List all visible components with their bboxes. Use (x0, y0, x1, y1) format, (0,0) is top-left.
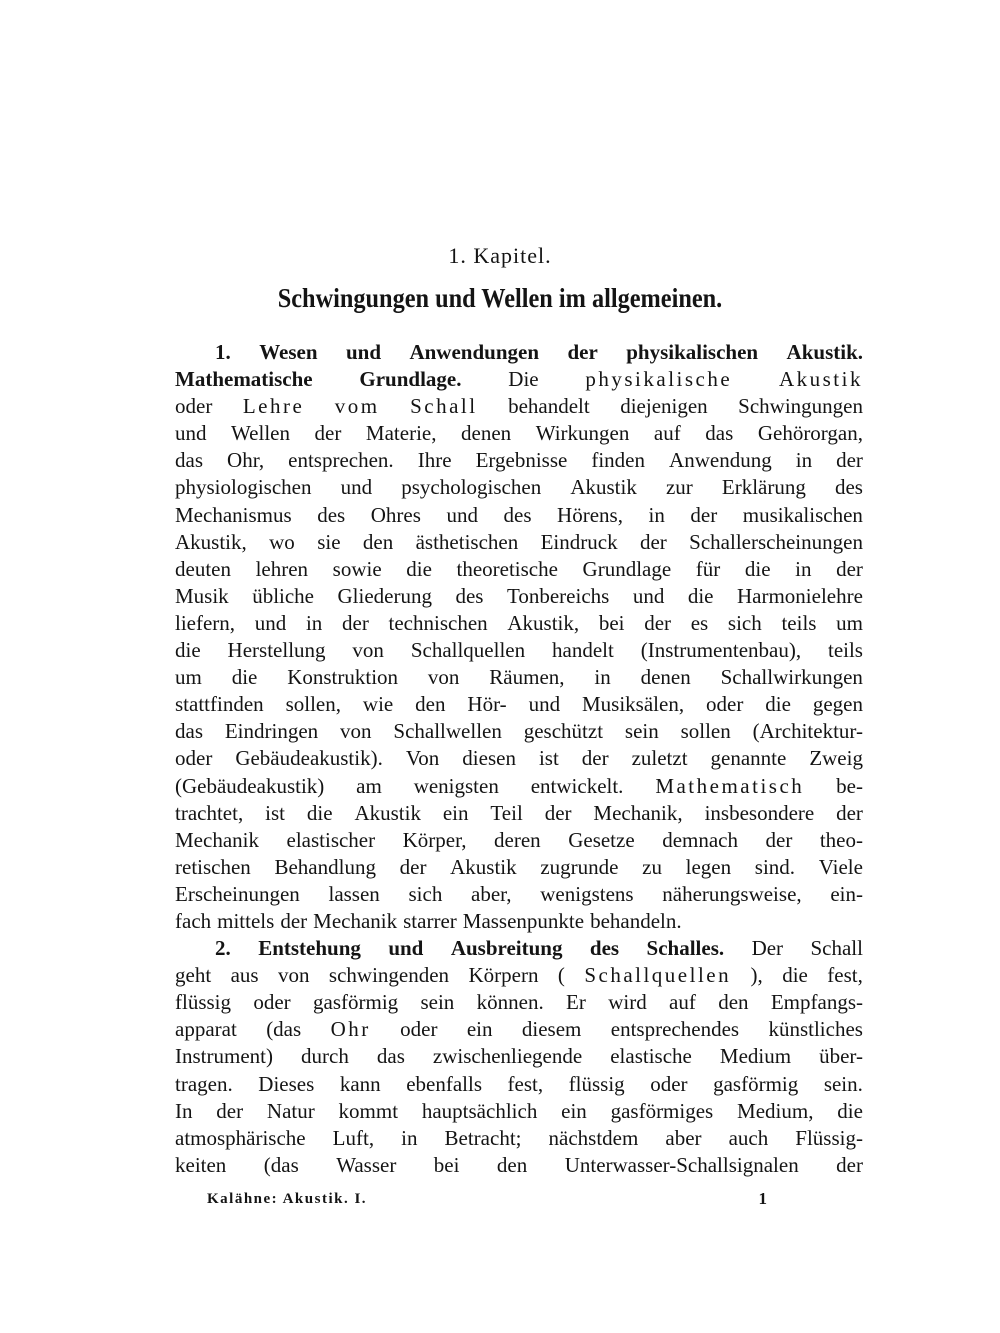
word: den (362, 529, 394, 554)
word: Teil (490, 800, 523, 825)
word: (Architektur- (752, 719, 863, 744)
word: (Gebäudeakustik) (175, 773, 325, 798)
word: theoretische (456, 556, 558, 581)
word: Schallwellen (393, 719, 502, 744)
word: zugrunde (540, 854, 619, 879)
word: bei (433, 1152, 460, 1177)
heading-word: Ausbreitung (450, 936, 563, 961)
word: und (340, 475, 373, 500)
word: die (406, 556, 432, 581)
heading-word: 2. (215, 936, 231, 961)
word: elastischer (286, 827, 376, 852)
word: Grundlage (582, 556, 672, 581)
word: in (594, 665, 611, 690)
word: der (644, 610, 672, 635)
word: Viele (818, 854, 863, 879)
text-line (175, 1152, 863, 1179)
word: des (503, 502, 532, 527)
word: und (446, 502, 478, 527)
word: atmosphärische (175, 1125, 306, 1150)
word: gasförmig (713, 1071, 799, 1096)
word: von (352, 638, 384, 663)
spaced-word: Lehre (242, 394, 305, 419)
word: Gebäudeakustik). (235, 746, 383, 771)
word: über- (819, 1044, 863, 1069)
word: ein (466, 1017, 493, 1042)
word: Betracht; (444, 1125, 522, 1150)
word: Hör- (467, 692, 507, 717)
word: Die (508, 367, 539, 392)
word: Massenpunkte (462, 908, 585, 933)
word: für (695, 556, 721, 581)
word: Akustik (570, 475, 637, 500)
word: Mechanik (313, 908, 398, 933)
word: der (836, 556, 863, 581)
heading-word: Akustik. (786, 340, 863, 364)
word: musikalischen (742, 502, 863, 527)
word: Flüssig- (795, 1125, 863, 1150)
word: zuletzt (631, 746, 688, 771)
word: diesen (462, 746, 516, 771)
text-line (175, 420, 863, 447)
word: insbesondere (704, 800, 815, 825)
text-line (175, 366, 863, 393)
word: Räumen, (489, 665, 565, 690)
text-line (175, 989, 863, 1016)
word: retischen (175, 854, 251, 879)
word: oder (650, 1071, 688, 1096)
word: Ergebnisse (475, 448, 568, 473)
heading-word: Anwendungen (409, 340, 540, 364)
word: technischen (388, 610, 488, 635)
word: (das (263, 1152, 299, 1177)
word: Von (405, 746, 440, 771)
word: Akustik, (175, 529, 247, 554)
word: nächstdem (548, 1125, 639, 1150)
word: sie (317, 529, 341, 554)
word: der (639, 529, 667, 554)
word: der (836, 448, 863, 473)
word: sind. (754, 854, 796, 879)
word: um (175, 665, 202, 690)
word: ein (442, 800, 469, 825)
text-line (175, 447, 863, 474)
word: sowie (332, 556, 382, 581)
spaced-word: Ohr (330, 1017, 371, 1042)
word: des (834, 475, 863, 500)
word: ), (750, 963, 763, 988)
word: Der (751, 936, 784, 961)
text-line (175, 800, 863, 827)
word: fest, (507, 1071, 544, 1096)
word: oder (175, 394, 213, 419)
text-line (175, 881, 863, 908)
word: Empfangs- (770, 990, 863, 1015)
word: den (415, 692, 446, 717)
word: deuten (175, 556, 231, 581)
word: Eindringen (224, 719, 319, 744)
word: lehren (255, 556, 309, 581)
word: Gliederung (337, 583, 432, 608)
spaced-word: Mathematisch (655, 773, 805, 798)
word: sich (727, 610, 762, 635)
word: auch (728, 1125, 769, 1150)
word: apparat (175, 1017, 237, 1042)
text-line (175, 1125, 863, 1152)
word: behandelt (508, 394, 590, 419)
text-line (175, 583, 863, 610)
text-line (175, 610, 863, 637)
word: der (314, 421, 342, 446)
text-line (175, 1098, 863, 1125)
word: von (278, 963, 310, 988)
heading-word: Wesen (259, 340, 318, 364)
word: Akustik, (507, 610, 580, 635)
word: ebenfalls (406, 1071, 482, 1096)
word: Schallquellen (410, 638, 526, 663)
word: ein (561, 1098, 587, 1123)
text-line (175, 339, 863, 366)
word: Gesetze (568, 827, 635, 852)
word: flüssig (568, 1071, 625, 1096)
text-line (175, 393, 863, 420)
word: wenigstens (540, 881, 634, 906)
word: wenigsten (413, 773, 499, 798)
word: Ohres (370, 502, 421, 527)
word: teils (781, 610, 817, 635)
word: Materie, (365, 421, 437, 446)
word: sollen (680, 719, 731, 744)
word: der (581, 746, 609, 771)
word: Schallerscheinungen (689, 529, 863, 554)
word: Zweig (809, 746, 863, 771)
word: wo (269, 529, 295, 554)
word: kann (339, 1071, 381, 1096)
word: schwingenden (328, 963, 450, 988)
word: Schallwirkungen (720, 665, 863, 690)
word: ( (557, 963, 565, 988)
word: von (340, 719, 372, 744)
text-line (175, 529, 863, 556)
word: Akustik (450, 854, 517, 879)
text-line (175, 691, 863, 718)
word: in (401, 1125, 418, 1150)
word: sein (420, 990, 455, 1015)
word: der (836, 1152, 863, 1177)
word: Wellen (231, 421, 290, 446)
word: die (175, 638, 201, 663)
word: des (455, 583, 484, 608)
word: entsprechendes (610, 1017, 740, 1042)
word: oder (400, 1017, 438, 1042)
word: den (496, 1152, 528, 1177)
word: und (175, 421, 207, 446)
word: Er (566, 990, 586, 1015)
word: Ohr, (227, 448, 265, 473)
word: übliche (252, 583, 314, 608)
word: teils (827, 638, 863, 663)
heading-word: und (345, 340, 382, 364)
word: stattfinden (175, 692, 264, 717)
word: das (175, 448, 203, 473)
word: hauptsächlich (421, 1098, 538, 1123)
word: die (837, 1098, 863, 1123)
word: Medium, (737, 1098, 814, 1123)
word: der (765, 827, 793, 852)
word: auf (653, 421, 681, 446)
word: am (356, 773, 382, 798)
word: durch (301, 1044, 349, 1069)
word: können. (476, 990, 544, 1015)
word: Musik (175, 583, 229, 608)
word: ästhetischen (415, 529, 519, 554)
word: der (544, 800, 572, 825)
body-text (175, 339, 863, 1179)
word: gegen (812, 692, 863, 717)
word: Instrument) (175, 1044, 273, 1069)
word: die (306, 800, 333, 825)
word: Wirkungen (535, 421, 630, 446)
word: denen (461, 421, 512, 446)
spaced-word: Schallquellen (584, 963, 732, 988)
word: Unterwasser-Schallsignalen (564, 1152, 799, 1177)
text-line (175, 1043, 863, 1070)
spaced-word: vom (334, 394, 380, 419)
page-footer (207, 1191, 767, 1217)
word: tragen. (175, 1071, 233, 1096)
text-line (175, 908, 863, 935)
text-line (175, 1071, 863, 1098)
word: Luft, (332, 1125, 375, 1150)
word: Musiksälen, (582, 692, 685, 717)
word: genannte (710, 746, 787, 771)
word: Herstellung (227, 638, 326, 663)
word: ein- (830, 881, 863, 906)
word: lassen (328, 881, 380, 906)
word: sein. (823, 1071, 863, 1096)
word: In (175, 1098, 193, 1123)
word: der (342, 610, 369, 635)
heading-word: des (589, 936, 620, 961)
chapter-number: 1. Kapitel. (448, 243, 552, 268)
word: liefern, (175, 610, 236, 635)
word: in (648, 502, 665, 527)
spaced-word: Schall (410, 394, 478, 419)
word: geschützt (523, 719, 604, 744)
word: (Instrumentenbau), (640, 638, 802, 663)
heading-word: und (388, 936, 424, 961)
word: Hörens, (557, 502, 623, 527)
text-line (175, 1016, 863, 1043)
word: aber, (471, 881, 512, 906)
word: flüssig (175, 990, 232, 1015)
word: Akustik (354, 800, 421, 825)
heading-word: physikalischen (626, 340, 759, 364)
word: (das (266, 1017, 302, 1042)
word: diejenigen (620, 394, 708, 419)
word: Wasser (336, 1152, 397, 1177)
word: entwickelt. (530, 773, 624, 798)
heading-word: Grundlage. (359, 367, 462, 392)
text-line (175, 745, 863, 772)
word: entsprechen. (288, 448, 394, 473)
word: Erklärung (721, 475, 806, 500)
word: Tonbereichs (506, 583, 610, 608)
word: in (305, 610, 323, 635)
word: künstliches (768, 1017, 863, 1042)
word: behandeln. (590, 908, 682, 933)
spaced-word: Akustik (778, 367, 863, 392)
heading-word: Mathematische (175, 367, 313, 392)
word: gasförmiges (610, 1098, 714, 1123)
word: oder (253, 990, 291, 1015)
word: elastische (610, 1044, 692, 1069)
word: Schall (810, 936, 863, 961)
word: des (317, 502, 346, 527)
word: Konstruktion (287, 665, 399, 690)
word: keiten (175, 1152, 227, 1177)
word: sein (624, 719, 659, 744)
text-line (175, 773, 863, 800)
word: Natur (266, 1098, 315, 1123)
word: legen (685, 854, 732, 879)
word: Ihre (417, 448, 452, 473)
word: bei (598, 610, 625, 635)
text-line (175, 556, 863, 583)
word: es (690, 610, 709, 635)
word: Behandlung (274, 854, 376, 879)
text-line (175, 474, 863, 501)
word: näherungsweise, (662, 881, 802, 906)
word: die (782, 963, 808, 988)
word: theo- (819, 827, 863, 852)
word: aus (230, 963, 259, 988)
word: auf (669, 990, 696, 1015)
text-line (175, 827, 863, 854)
word: sich (408, 881, 443, 906)
word: Anwendung (669, 448, 772, 473)
word: Körper, (402, 827, 467, 852)
word: diesem (521, 1017, 582, 1042)
word: physiologischen (175, 475, 312, 500)
text-line (175, 854, 863, 881)
word: Körpern (468, 963, 539, 988)
heading-word: der (567, 340, 598, 364)
word: wie (362, 692, 394, 717)
word: Mechanik (175, 827, 259, 852)
word: und (528, 692, 561, 717)
text-line (175, 935, 863, 962)
word: zwischenliegende (432, 1044, 583, 1069)
word: der (216, 1098, 244, 1123)
word: zur (665, 475, 693, 500)
word: von (427, 665, 460, 690)
word: zu (642, 854, 662, 879)
word: die (231, 665, 258, 690)
word: die (744, 556, 771, 581)
word: der (280, 908, 308, 933)
word: fach (175, 908, 212, 933)
word: be- (836, 773, 863, 798)
word: Mechanismus (175, 502, 292, 527)
word: Mechanik, (593, 800, 683, 825)
word: das (376, 1044, 405, 1069)
word: mittels (217, 908, 275, 933)
word: Eindruck (540, 529, 618, 554)
word: die (765, 692, 791, 717)
word: um (836, 610, 863, 635)
word: starrer (403, 908, 457, 933)
word: das (705, 421, 734, 446)
word: und (632, 583, 665, 608)
word: das (175, 719, 203, 744)
word: oder (175, 746, 213, 771)
word: der (690, 502, 718, 527)
running-footer-author: Kalähne: Akustik. I. (207, 1191, 368, 1207)
word: Schwingungen (738, 394, 863, 419)
word: der (836, 800, 863, 825)
word: sollen, (285, 692, 341, 717)
word: Gehörorgan, (757, 421, 863, 446)
heading-word: 1. (215, 340, 231, 364)
heading-word: Entstehung (258, 936, 361, 961)
word: deren (494, 827, 541, 852)
word: oder (706, 692, 744, 717)
heading-word: Schalles. (646, 936, 725, 961)
word: gasförmig (313, 990, 399, 1015)
word: handelt (552, 638, 614, 663)
word: ist (265, 800, 285, 825)
word: Dieses (258, 1071, 315, 1096)
word: kommt (338, 1098, 399, 1123)
word: aber (665, 1125, 702, 1150)
word: ist (538, 746, 559, 771)
word: und (254, 610, 287, 635)
chapter-title: Schwingungen und Wellen im allgemeinen. (277, 283, 723, 313)
word: denen (640, 665, 691, 690)
word: der (399, 854, 427, 879)
word: finden (591, 448, 646, 473)
text-line (175, 637, 863, 664)
word: fest, (827, 963, 863, 988)
text-line (175, 502, 863, 529)
word: geht (175, 963, 212, 988)
word: Harmonielehre (736, 583, 863, 608)
word: psychologischen (401, 475, 542, 500)
word: demnach (662, 827, 738, 852)
text-line (175, 962, 863, 989)
text-line (175, 718, 863, 745)
word: Medium (719, 1044, 792, 1069)
word: in (795, 448, 813, 473)
spaced-word: physikalische (585, 367, 733, 392)
word: Erscheinungen (175, 881, 300, 906)
word: in (795, 556, 812, 581)
word: den (718, 990, 749, 1015)
word: die (687, 583, 714, 608)
text-line (175, 664, 863, 691)
page-number: 1 (758, 1189, 767, 1208)
word: trachtet, (175, 800, 244, 825)
word: wird (608, 990, 647, 1015)
